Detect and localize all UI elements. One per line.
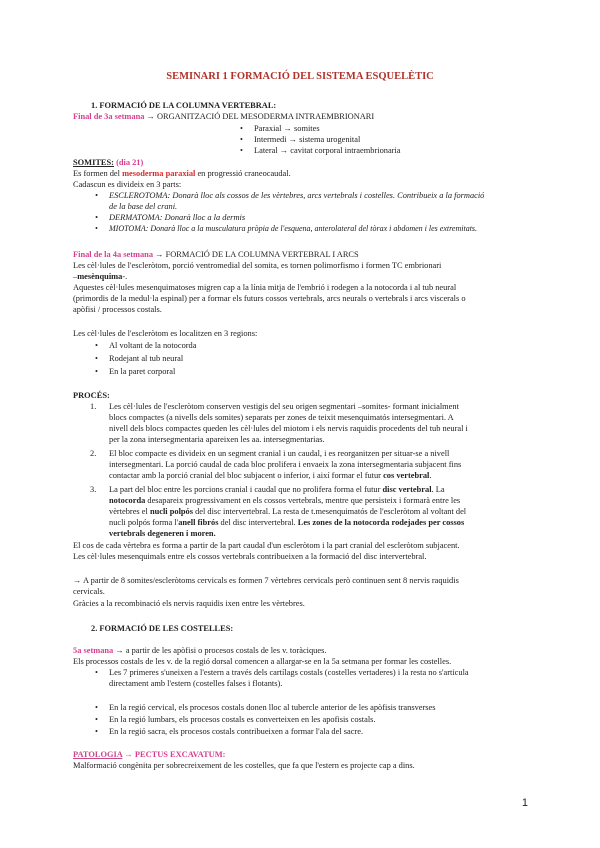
regions-intro: Les cèl·lules de l'escleròtom es localitzen en 3 regions: [73,329,258,338]
week5-line [73,645,326,656]
disc-vertebral-term: disc vertebral [382,485,432,494]
paragraph-line: Gràcies a la recombinació els nervis raquidis ixen entre les vèrtebres. [73,599,305,608]
region-item: • En la paret corporal [109,366,175,377]
text-span: desapareix progressivament en els cossos vertebrals, mentre que persisteix i formarà entre les [145,496,461,505]
somites-day: (dia 21) [113,158,144,167]
somites-line-1 [73,168,291,179]
proc-number: 1. [90,402,97,411]
text-span: Es formen del [73,169,123,178]
costelles-item: • En la regió cervical, els procesos costals donen lloc al tubercle anterior de les apòfisis transverses [109,702,436,713]
paragraph-line: El cos de cada vèrtebra es forma a partir de la part caudal d'un escleròtom i la part cranial del escleròtom subjacent. [73,541,460,550]
patologia-line [73,749,225,760]
page-number: 1 [521,797,528,809]
costelles-item: • En la regió sacra, els procesos costals contribueixen a formar l'ala del sacre. [109,726,363,737]
paragraph-line: Les cèl·lules mesenquimals entre els cossos vertebrals contribueixen a la formació del disc intervertebral. [73,552,427,561]
region-item: • Rodejant al tub neural [109,353,183,364]
proc-line [109,470,431,481]
esclerotoma-item: • ESCLEROTOMA: Donarà lloc als cossos de les vèrtebres, arcs vertebrals i costelles. Contribueix a la formació [109,190,484,201]
somites-line-2: Cadascun es divideix en 3 parts: [73,180,182,189]
dermatoma-item: • DERMATOMA: Donarà lloc a la dermis [109,212,245,223]
proc-line: vertebrals degeneren i moren. [109,529,216,538]
paragraph-line [73,271,127,282]
text-span: – [73,272,78,281]
text-span: . La [431,485,445,494]
text-span: . [429,471,432,480]
paragraph-line: (primordis de la medul·la espinal) per a formar els futurs cossos vertebrals, arcs neurals o vertebrals i arcs viscerals o [73,294,466,303]
text-span: contactar amb la porció cranial del bloc subjacent o inferior, i així formar el futur [109,471,384,480]
week4-label: Final de la 4a setmana [73,250,154,259]
proc-line: nivell dels blocs compactes queden les cèl·lules del miotom i els nervis raquidis procedents del tub neural i [109,424,468,433]
costelles-item-cont: directament amb l'estern (costelles falses i flotants). [109,679,283,688]
paragraph-line: Els processos costals de les v. de la regió dorsal comencen a allargar-se en la 5a setmana per formar les costelles. [73,657,452,666]
miotoma-item: • MIOTOMA: Donarà lloc a la musculatura pròpia de l'esquena, anterolateral del tòrax i abdomen i les extremitats. [109,223,477,234]
text-span: La part del bloc entre les porcions cranial i caudal que no prolifera forma el futur [109,485,383,494]
region-item: • Al voltant de la notocorda [109,340,196,351]
page-title: SEMINARI 1 FORMACIÓ DEL SISTEMA ESQUELÈTIC [166,71,434,82]
paragraph-line: → A partir de 8 somites/escleròtoms cervicals es formen 7 vèrtebres cervicals però continuen sent 8 nervis raquidis [73,576,459,585]
week4-text: → FORMACIÓ DE LA COLUMNA VERTEBRAL I ARCS [153,250,359,259]
proc-line [109,484,445,495]
week3-text: → ORGANITZACIÓ DEL MESODERMA INTRAEMBRIONARI [144,112,375,121]
proc-line: intersegmentari. La porció caudal de cada bloc prolifera i envaeix la zona intersegmentaria subjacent fins [109,460,462,469]
text-span: -. [122,272,128,281]
esclerotoma-item-cont: de la base del crani. [109,202,178,211]
section-2-heading: 2. FORMACIÓ DE LES COSTELLES: [91,624,234,633]
proc-line [109,506,466,517]
mesoderma-paraxial: mesoderma paraxial [122,169,196,178]
proc-line: per la zona intersegmentaria apareixen les aa. intersegmentarias. [109,435,325,444]
proc-number: 2. [90,449,97,458]
meso-item: • Paraxial → somites [254,123,320,134]
proc-line [109,517,464,528]
patologia-description: Malformació congènita per sobrecreixement de les costelles, que fa que l'estern es projecte cap a dins. [73,761,415,770]
proc-line: El bloc compacte es divideix en un segment cranial i un caudal, i es reorganitzen per situar-se a nivell [109,449,450,458]
meso-item: • Intermedi → sistema urogenital [254,134,360,145]
proc-line: blocs compactes (a nivells dels somites) separats per zones de teixit mesenquimatós intersegmentari. A [109,413,454,422]
somites-label: SOMITES: [73,158,114,167]
text-span: nucli polpós forma l' [109,518,179,527]
proc-line: Les cèl·lules de l'escleròtom conserven vestigis del seu origen segmentari –somites- formant inicialment [109,402,459,411]
week3-line [73,111,374,122]
costelles-item: • En la regió lumbars, els procesos costals es converteixen en les apofisis costals. [109,714,376,725]
notocorda-term: notocorda [109,496,146,505]
proc-line [109,495,460,506]
text-span: en progressió craneocaudal. [195,169,291,178]
proc-number: 3. [90,485,97,494]
text-span: del disc intervertebral. [218,518,298,527]
zones-notocorda-emphasis: Les zones de la notocorda rodejades per cossos [297,518,465,527]
week3-label: Final de 3a setmana [73,112,145,121]
meso-item: • Lateral → cavitat corporal intraembrionaria [254,145,401,156]
paragraph-line: Les cèl·lules de l'escleròtom, porció ventromedial del somita, es tornen polimorfismo i formen TC embrionari [73,261,442,270]
proces-label: PROCÉS: [73,391,110,400]
text-span: vèrtebres el [109,507,150,516]
nucli-polpos-term: nucli polpós [149,507,193,516]
section-1-heading: 1. FORMACIÓ DE LA COLUMNA VERTEBRAL: [91,101,277,110]
text-span: del disc intervertebral. La resta de t.mesenquimatós de l'escleròtom al voltant del [193,507,467,516]
week5-label: 5a setmana [73,646,114,655]
cos-vertebral-term: cos vertebral [383,471,430,480]
paragraph-line: Aquestes cèl·lules mesenquimatoses migren cap a la línia mitja de l'embrió i rodegen a la notocorda i al tub neural [73,283,457,292]
mesenquima-term: mesènquima [77,272,123,281]
somites-heading [73,157,143,168]
week4-line [73,249,359,260]
week5-text: → a partir de les apòfisi o procesos costals de les v. toràciques. [113,646,327,655]
patologia-label: PATOLOGIA [73,750,123,759]
paragraph-line: apòfisi / processos costals. [73,305,162,314]
patologia-text: → PECTUS EXCAVATUM: [122,750,226,759]
costelles-item: • Les 7 primeres s'uneixen a l'estern a través dels cartílags costals (costelles vertaderes) i la resta no s'articula [109,667,469,678]
anell-fibros-term: anell fibrós [178,518,219,527]
paragraph-line: cervicals. [73,587,105,596]
